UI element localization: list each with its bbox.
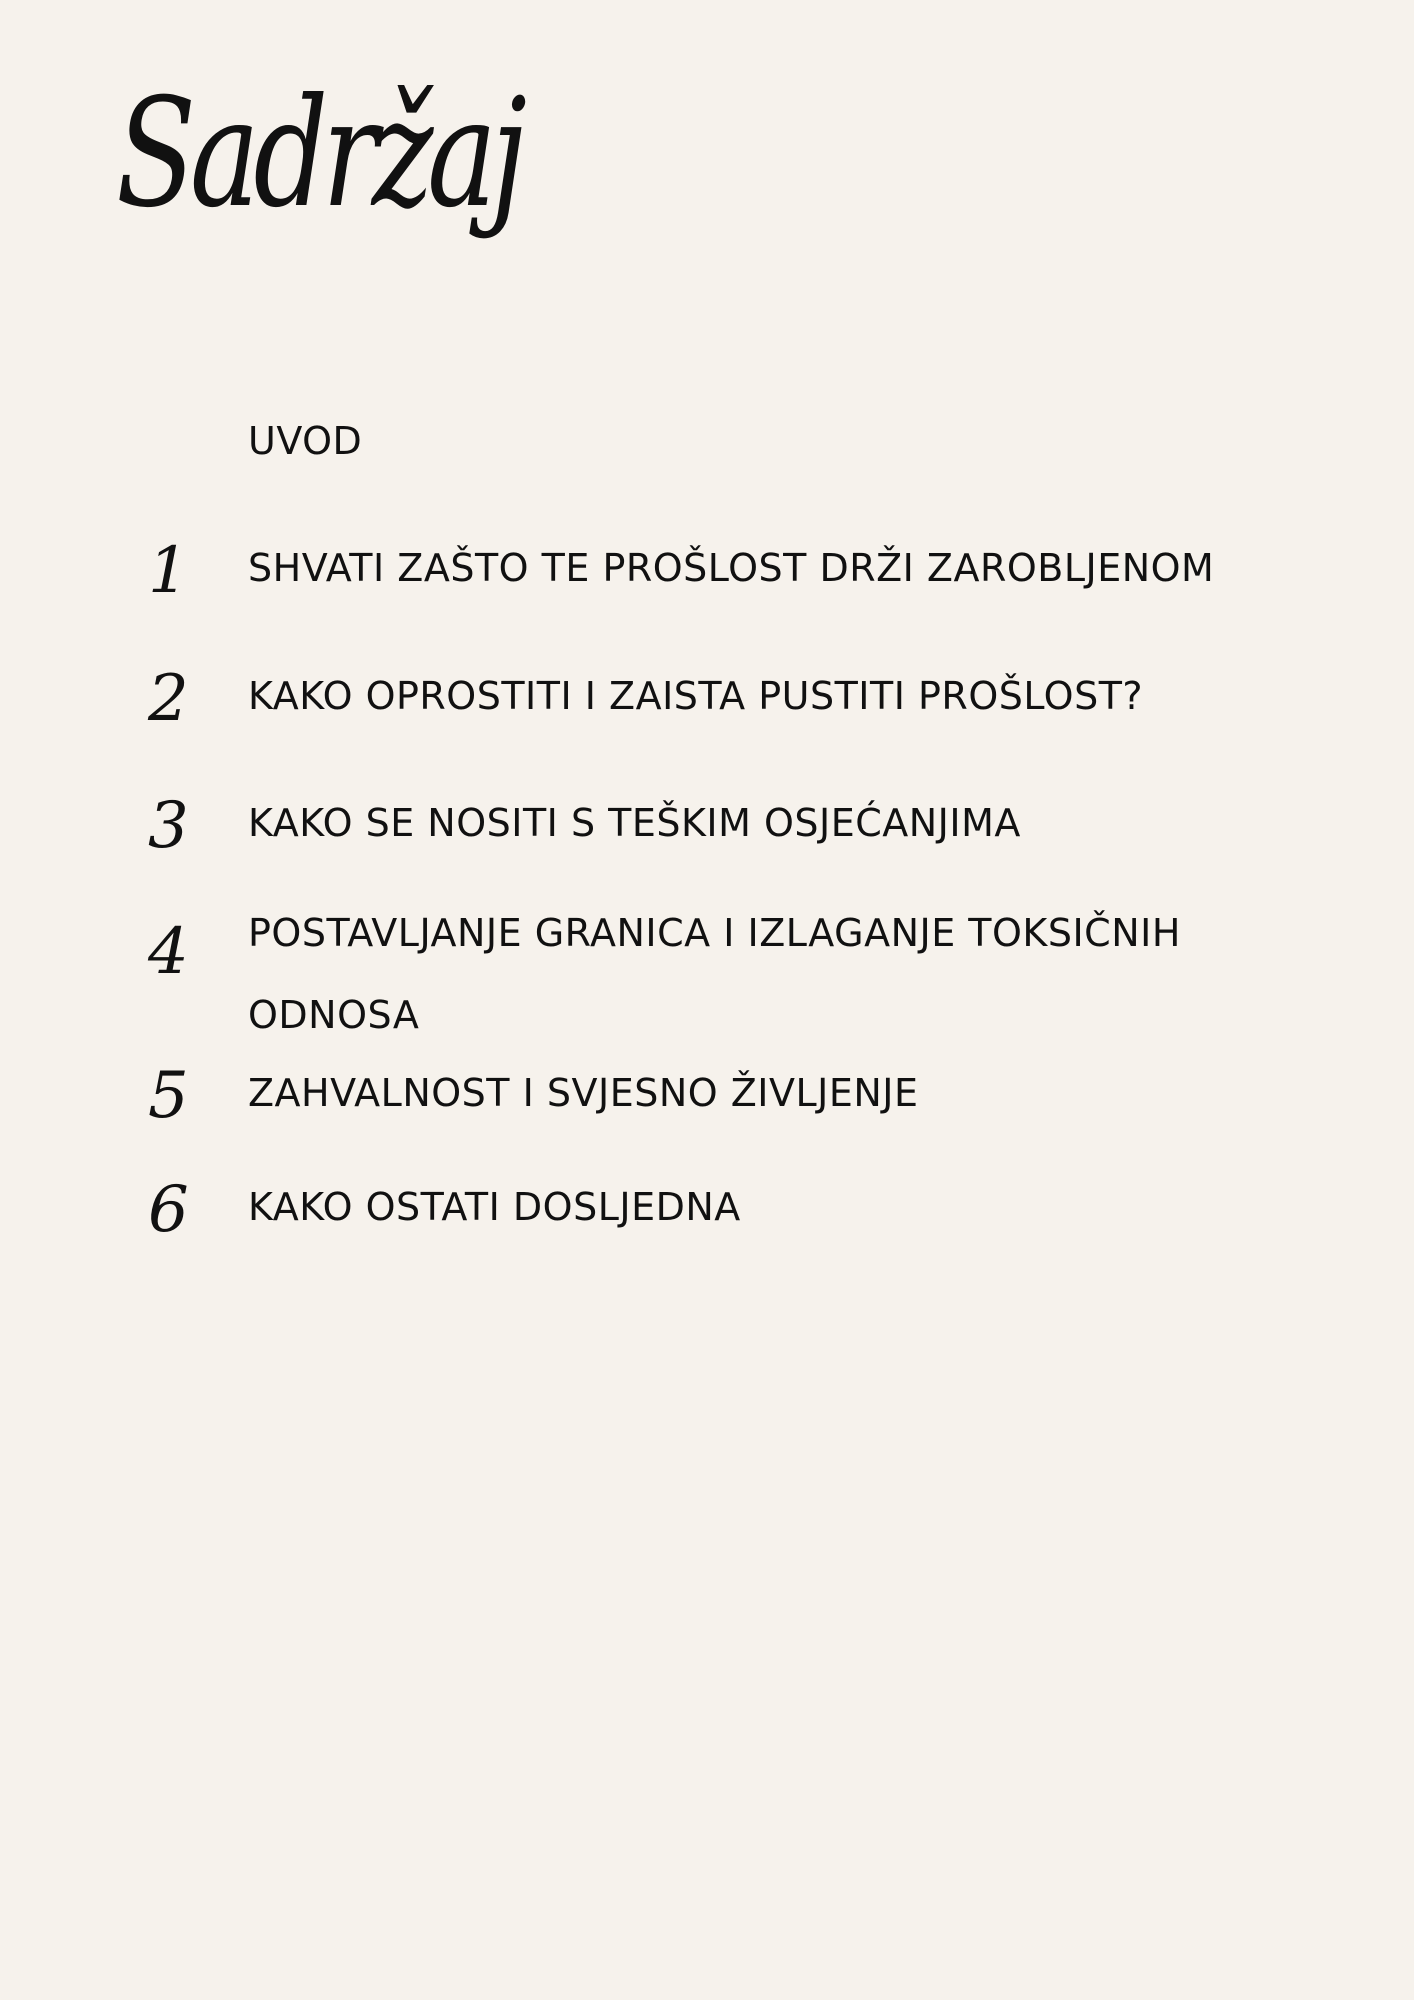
toc-entry-number: 5 xyxy=(148,1059,189,1133)
toc-entry-label: SHVATI ZAŠTO TE PROŠLOST DRŽI ZAROBLJENOM xyxy=(248,546,1215,590)
toc-entry-label: KAKO OPROSTITI I ZAISTA PUSTITI PROŠLOST? xyxy=(248,674,1144,718)
toc-entry-label: KAKO OSTATI DOSLJEDNA xyxy=(248,1185,741,1229)
toc-entry-number: 2 xyxy=(148,662,189,736)
toc-entry-number: 4 xyxy=(148,915,189,989)
toc-entry-label: UVOD xyxy=(248,419,363,463)
toc-entry-number: 3 xyxy=(148,789,189,863)
toc-entry-number: 1 xyxy=(148,534,189,608)
toc-entry-label: ZAHVALNOST I SVJESNO ŽIVLJENJE xyxy=(248,1071,919,1115)
toc-entry-number: 6 xyxy=(148,1173,189,1247)
toc-entry-label: KAKO SE NOSITI S TEŠKIM OSJEĆANJIMA xyxy=(248,801,1021,845)
page-title: Sadržaj xyxy=(116,67,521,241)
toc-entry-label: POSTAVLJANJE GRANICA I IZLAGANJE TOKSIČNIH ODNOSA xyxy=(248,911,1181,1037)
